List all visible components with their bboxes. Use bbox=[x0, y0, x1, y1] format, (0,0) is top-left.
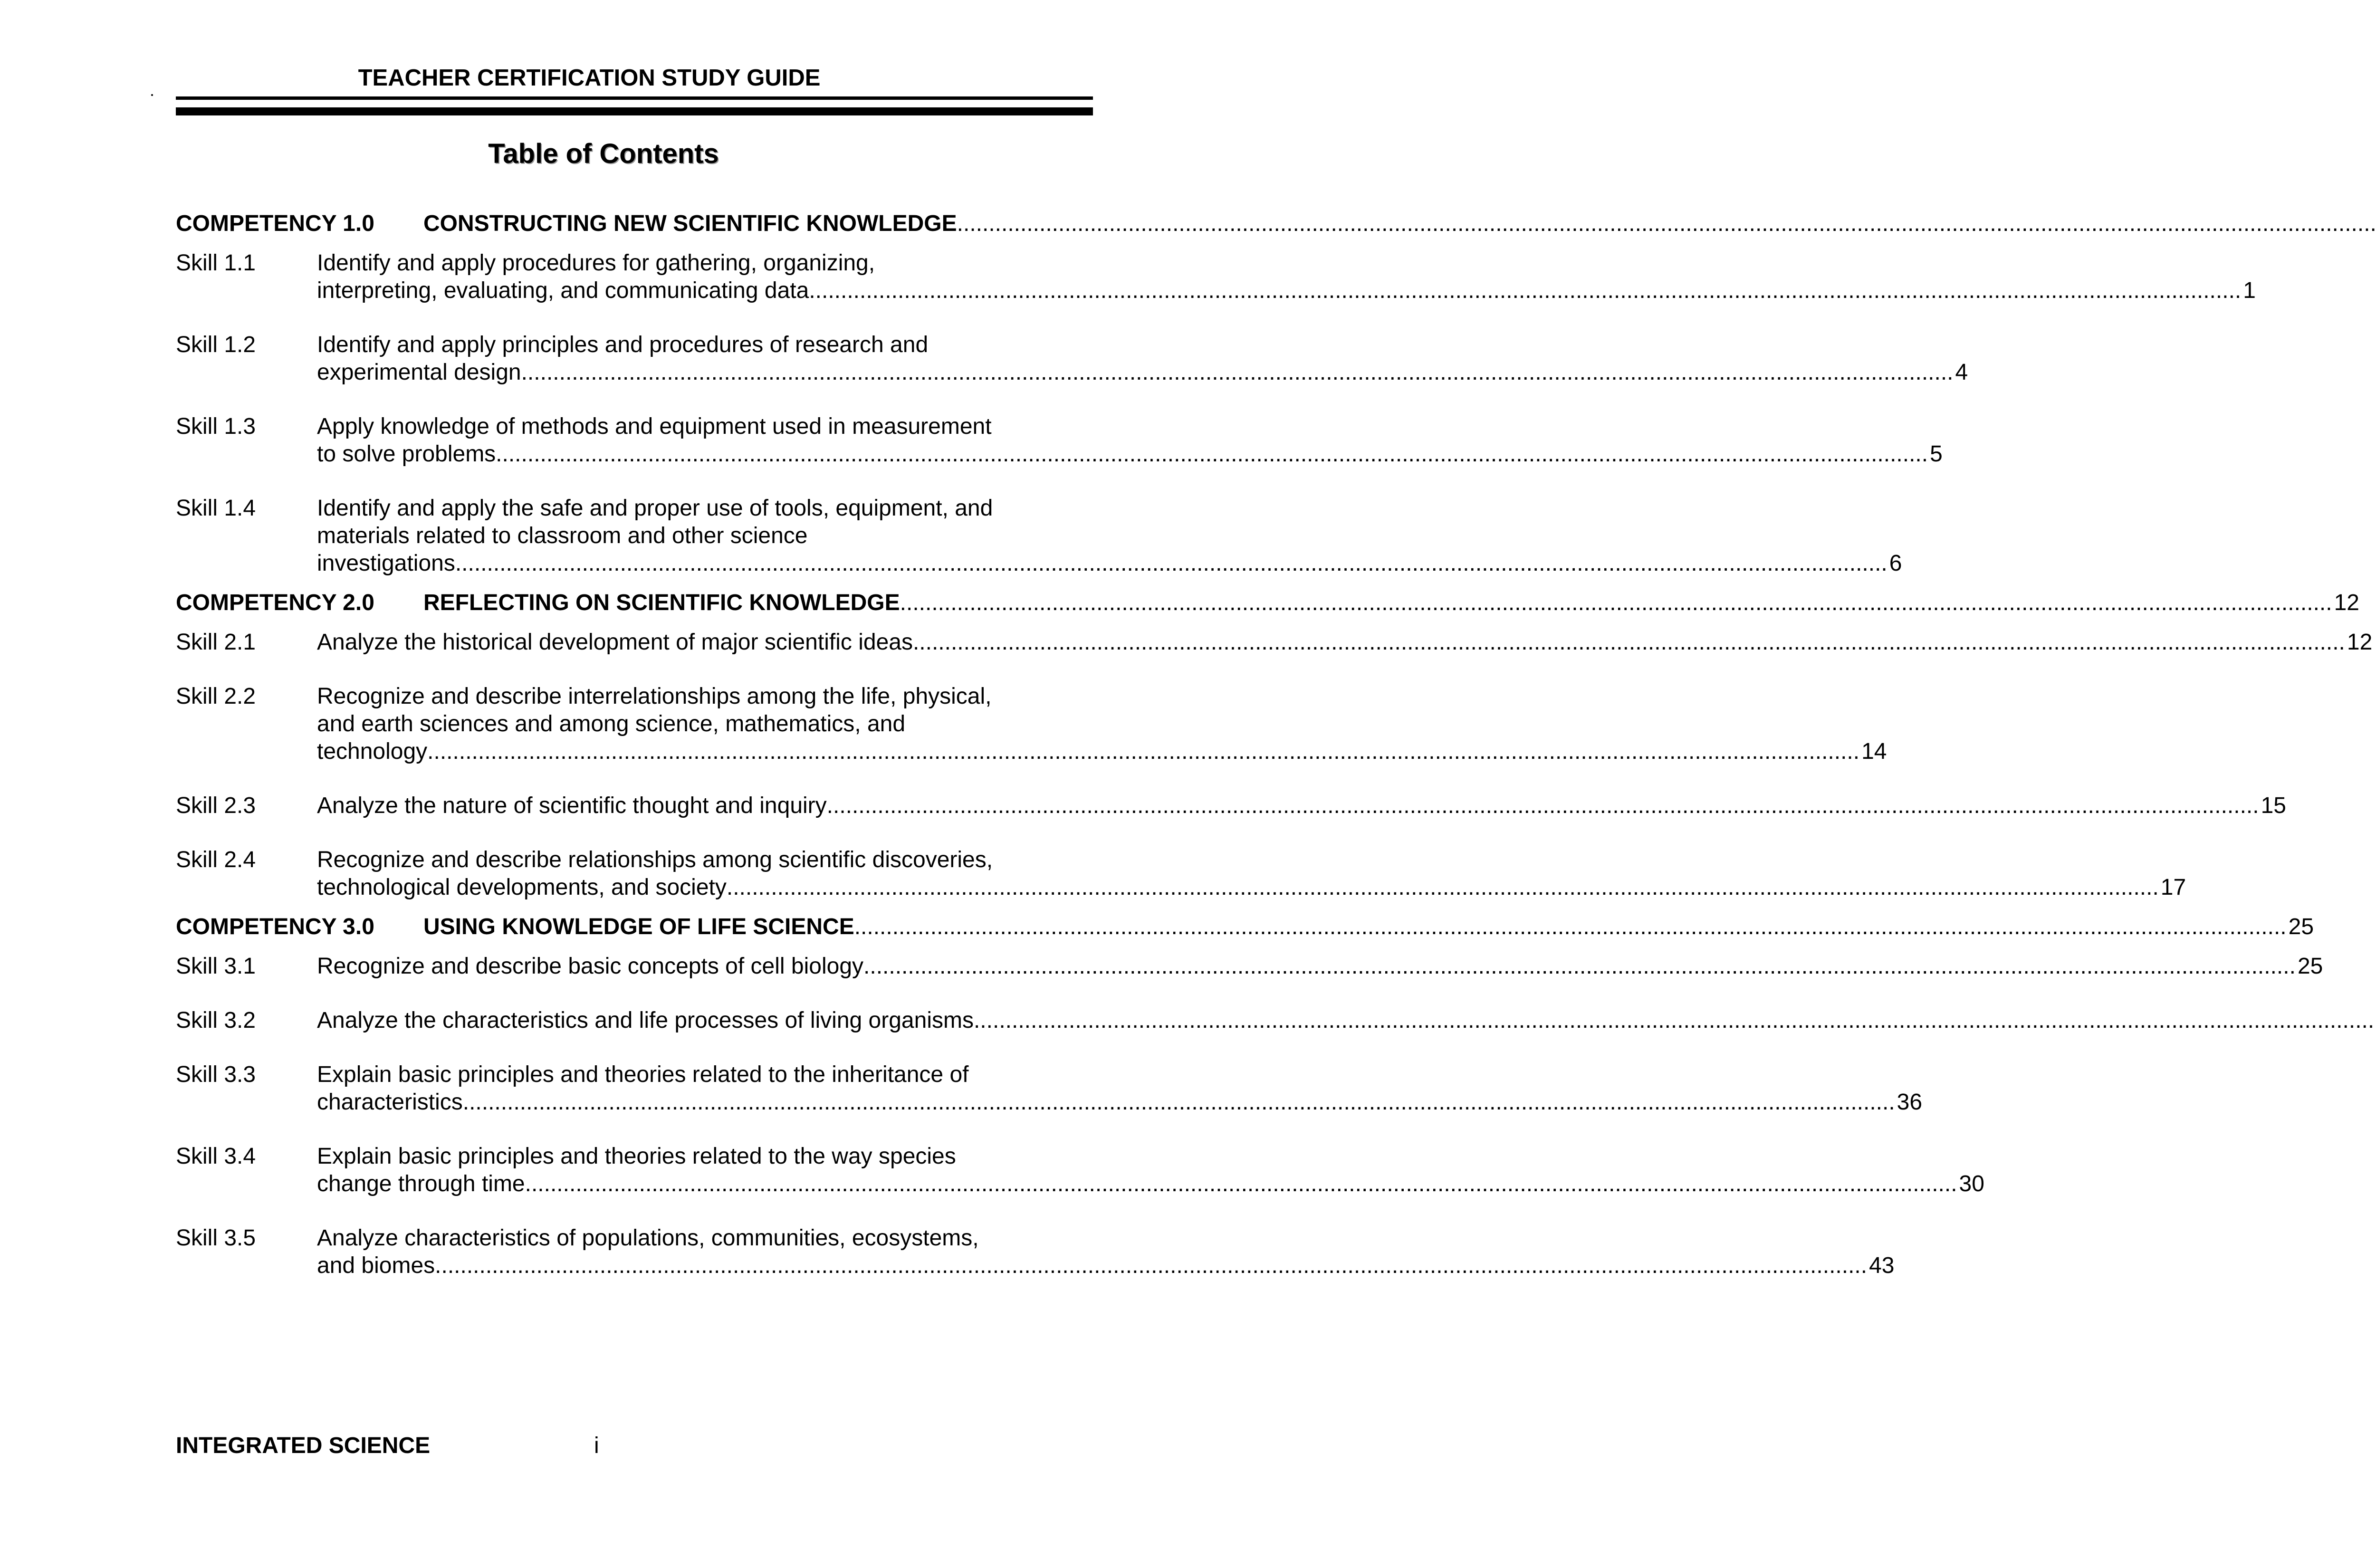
table-of-contents bbox=[176, 210, 2373, 1291]
dot-leader bbox=[974, 1007, 2376, 1034]
header-rule-thin bbox=[176, 96, 1093, 100]
footer-page-number: i bbox=[594, 1433, 599, 1458]
dot-leader bbox=[727, 874, 2159, 901]
competency-page-number: 25 bbox=[2288, 914, 2314, 939]
competency-title-line bbox=[423, 913, 2314, 941]
skill-page-number: 25 bbox=[2297, 954, 2323, 979]
dot-leader bbox=[463, 1089, 1895, 1116]
skill-description-line: Apply knowledge of methods and equipment used in measurement bbox=[317, 414, 992, 439]
dot-leader bbox=[427, 738, 1859, 765]
skill-description-last-line bbox=[317, 1089, 1922, 1116]
page-header bbox=[176, 67, 1093, 90]
skill-entry bbox=[176, 1143, 1984, 1198]
header-rule-thick bbox=[176, 107, 1093, 115]
skill-description bbox=[317, 846, 2186, 901]
page-footer bbox=[176, 1433, 1093, 1461]
competency-heading bbox=[176, 913, 2314, 941]
skill-description-text: investigations bbox=[317, 551, 455, 576]
skill-description bbox=[317, 683, 1887, 765]
skill-description-text: technology bbox=[317, 739, 428, 764]
competency-heading bbox=[176, 589, 2359, 617]
skill-description-text: to solve problems bbox=[317, 441, 496, 467]
dot-leader bbox=[913, 629, 2345, 656]
skill-label: Skill 1.4 bbox=[176, 496, 256, 521]
dot-leader bbox=[827, 792, 2259, 820]
skill-description-line: Identify and apply principles and procedures of research and bbox=[317, 332, 929, 357]
skill-description-line: Recognize and describe relationships among scientific discoveries, bbox=[317, 847, 993, 872]
skill-description bbox=[317, 792, 2286, 820]
competency-label: COMPETENCY 3.0 bbox=[176, 914, 374, 939]
skill-description-line: Analyze characteristics of populations, communities, ecosystems, bbox=[317, 1225, 979, 1251]
skill-description-last-line bbox=[317, 953, 2323, 980]
competency-label: COMPETENCY 1.0 bbox=[176, 211, 374, 236]
skill-entry bbox=[176, 629, 2373, 656]
skill-description-line: Identify and apply the safe and proper use of tools, equipment, and bbox=[317, 496, 993, 521]
skill-description-text: change through time bbox=[317, 1171, 525, 1196]
skill-entry bbox=[176, 1224, 1895, 1280]
skill-page-number: 12 bbox=[2347, 630, 2373, 655]
dot-leader bbox=[525, 1170, 1957, 1198]
skill-description-last-line bbox=[317, 1252, 1894, 1280]
skill-entry bbox=[176, 846, 2186, 901]
footer-subject: INTEGRATED SCIENCE bbox=[176, 1433, 431, 1458]
dot-leader bbox=[854, 913, 2287, 941]
skill-label: Skill 1.1 bbox=[176, 250, 256, 276]
skill-label: Skill 3.4 bbox=[176, 1144, 256, 1169]
skill-page-number: 4 bbox=[1955, 360, 1968, 385]
header-title: TEACHER CERTIFICATION STUDY GUIDE bbox=[358, 65, 821, 91]
competency-title-line bbox=[423, 589, 2359, 617]
skill-description-text: Analyze the nature of scientific thought and inquiry bbox=[317, 793, 827, 818]
skill-entry bbox=[176, 249, 2256, 305]
dot-leader bbox=[521, 359, 1954, 386]
skill-description-line: and earth sciences and among science, mathematics, and bbox=[317, 711, 906, 736]
skill-description bbox=[317, 1224, 1894, 1280]
skill-description bbox=[317, 1007, 2376, 1034]
skill-description bbox=[317, 249, 2256, 305]
skill-page-number: 14 bbox=[1861, 739, 1887, 764]
skill-entry bbox=[176, 495, 1902, 577]
competency-title-line bbox=[423, 210, 2376, 238]
skill-page-number: 6 bbox=[1889, 551, 1902, 576]
skill-label: Skill 3.3 bbox=[176, 1062, 256, 1087]
dot-leader bbox=[900, 589, 2332, 617]
skill-entry bbox=[176, 1007, 1029, 1034]
dot-leader bbox=[455, 550, 1887, 577]
dot-leader bbox=[957, 210, 2376, 238]
skill-entry bbox=[176, 331, 1968, 386]
dot-leader bbox=[863, 953, 2296, 980]
document-title: Table of Contents bbox=[488, 138, 719, 169]
skill-page-number: 36 bbox=[1897, 1090, 1923, 1115]
skill-description-last-line bbox=[317, 792, 2286, 820]
skill-description-last-line bbox=[317, 874, 2186, 901]
competency-page-number: 12 bbox=[2334, 590, 2359, 615]
skill-description-line: Identify and apply procedures for gathering, organizing, bbox=[317, 250, 875, 276]
skill-page-number: 43 bbox=[1869, 1253, 1895, 1278]
skill-description-text: experimental design bbox=[317, 360, 521, 385]
skill-description-line: Explain basic principles and theories related to the inheritance of bbox=[317, 1062, 969, 1087]
competency-title: CONSTRUCTING NEW SCIENTIFIC KNOWLEDGE bbox=[423, 211, 957, 236]
skill-label: Skill 1.2 bbox=[176, 332, 256, 357]
skill-description bbox=[317, 331, 1968, 386]
skill-label: Skill 2.4 bbox=[176, 847, 256, 872]
skill-description bbox=[317, 953, 2323, 980]
skill-entry bbox=[176, 953, 2323, 980]
skill-description bbox=[317, 413, 1943, 468]
skill-description-last-line bbox=[317, 550, 1902, 577]
skill-description-last-line bbox=[317, 738, 1887, 765]
skill-description bbox=[317, 629, 2372, 656]
skill-label: Skill 2.2 bbox=[176, 684, 256, 709]
dot-leader bbox=[809, 277, 2241, 305]
competency-title: REFLECTING ON SCIENTIFIC KNOWLEDGE bbox=[423, 590, 900, 615]
skill-label: Skill 3.1 bbox=[176, 954, 256, 979]
skill-page-number: 15 bbox=[2261, 793, 2286, 818]
skill-description-text: Recognize and describe basic concepts of cell biology bbox=[317, 954, 864, 979]
skill-entry bbox=[176, 683, 1887, 765]
skill-entry bbox=[176, 1061, 1923, 1116]
skill-description-line: Explain basic principles and theories related to the way species bbox=[317, 1144, 956, 1169]
skill-label: Skill 1.3 bbox=[176, 414, 256, 439]
skill-description-last-line bbox=[317, 277, 2256, 305]
skill-description bbox=[317, 1061, 1922, 1116]
competency-heading bbox=[176, 210, 1029, 238]
skill-entry bbox=[176, 413, 1943, 468]
competency-title: USING KNOWLEDGE OF LIFE SCIENCE bbox=[423, 914, 854, 939]
skill-page-number: 17 bbox=[2160, 875, 2186, 900]
skill-label: Skill 3.5 bbox=[176, 1225, 256, 1251]
skill-description-text: Analyze the historical development of major scientific ideas bbox=[317, 630, 913, 655]
dot-leader bbox=[496, 440, 1928, 468]
skill-description-text: Analyze the characteristics and life processes of living organisms bbox=[317, 1008, 974, 1033]
skill-description-last-line bbox=[317, 359, 1968, 386]
skill-description-text: interpreting, evaluating, and communicating data bbox=[317, 278, 809, 303]
skill-description-last-line bbox=[317, 629, 2372, 656]
competency-label: COMPETENCY 2.0 bbox=[176, 590, 374, 615]
skill-description-line: Recognize and describe interrelationships among the life, physical, bbox=[317, 684, 992, 709]
skill-page-number: 5 bbox=[1930, 441, 1943, 467]
dot-leader bbox=[435, 1252, 1867, 1280]
page-speck bbox=[151, 94, 153, 96]
skill-description-text: and biomes bbox=[317, 1253, 435, 1278]
skill-entry bbox=[176, 792, 2286, 820]
skill-description-last-line bbox=[317, 440, 1943, 468]
skill-description bbox=[317, 495, 1902, 577]
skill-page-number: 30 bbox=[1959, 1171, 1984, 1196]
skill-description-text: technological developments, and society bbox=[317, 875, 727, 900]
skill-description-line: materials related to classroom and other science bbox=[317, 523, 808, 548]
skill-description bbox=[317, 1143, 1984, 1198]
skill-label: Skill 2.3 bbox=[176, 793, 256, 818]
skill-description-last-line bbox=[317, 1007, 2376, 1034]
skill-description-text: characteristics bbox=[317, 1090, 463, 1115]
skill-label: Skill 3.2 bbox=[176, 1008, 256, 1033]
skill-label: Skill 2.1 bbox=[176, 630, 256, 655]
skill-description-last-line bbox=[317, 1170, 1984, 1198]
skill-page-number: 1 bbox=[2243, 278, 2256, 303]
